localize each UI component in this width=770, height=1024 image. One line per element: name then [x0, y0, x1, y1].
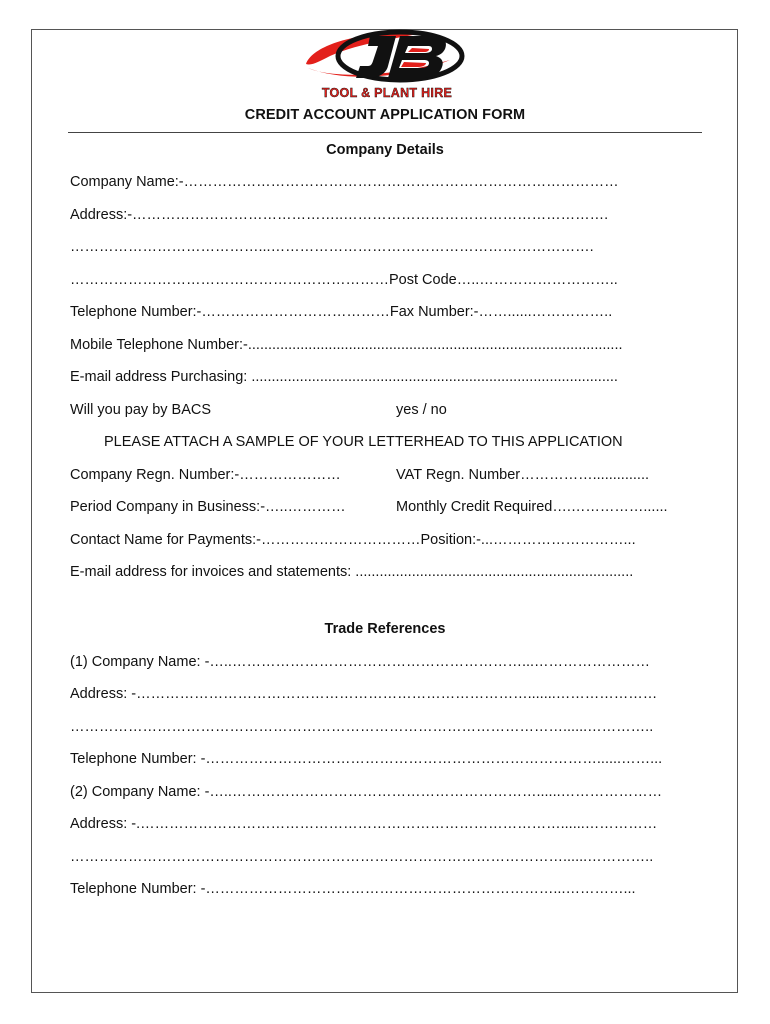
bacs-options[interactable]: yes / no [396, 402, 447, 418]
monthly-credit-field[interactable]: Monthly Credit Required….……………...... [396, 499, 668, 515]
title-divider [68, 132, 702, 133]
ref2-telephone-field[interactable]: Telephone Number: -………………………………………………………………...…………... [70, 881, 636, 897]
company-details-heading: Company Details [326, 142, 444, 158]
logo-tagline: TOOL & PLANT HIRE [321, 86, 453, 100]
company-name-field[interactable]: Company Name:-……………………………………………………………………………… [70, 174, 619, 190]
contact-payments-field[interactable]: Contact Name for Payments:-……………………………Position:-...………………………... [70, 532, 636, 548]
ref1-address-line-2[interactable]: …………………………………………………………………………………………......………….. [70, 719, 654, 735]
company-regn-field[interactable]: Company Regn. Number:-………………… [70, 467, 341, 483]
email-purchasing-field[interactable]: E-mail address Purchasing: ........................................................................................... [70, 369, 618, 385]
vat-regn-field[interactable]: VAT Regn. Number…………….............. [396, 467, 650, 483]
address-field[interactable]: Address:-……………………………………..………………………………………………. [70, 207, 609, 223]
ref1-company-field[interactable]: (1) Company Name: -…..……………………………………………………...…………………… [70, 654, 651, 670]
period-in-business-field[interactable]: Period Company in Business:-…..………… [70, 499, 346, 515]
bacs-question: Will you pay by BACS [70, 402, 212, 418]
address-postcode-line[interactable]: …………………………………………………………Post Code…..……………………….. [70, 272, 618, 288]
address-line-2[interactable]: …………………………………...…………………………………………………………. [70, 239, 594, 255]
form-title: CREDIT ACCOUNT APPLICATION FORM [244, 107, 526, 123]
mobile-telephone-field[interactable]: Mobile Telephone Number:-............................................................................................. [70, 337, 623, 353]
ref2-address-line-2[interactable]: …………………………………………………………………………………………......………….. [70, 849, 654, 865]
ref2-company-field[interactable]: (2) Company Name: -…..………………………………………………………......………………… [70, 784, 663, 800]
telephone-fax-line[interactable]: Telephone Number:-…………………………………Fax Number:-……......…………….. [70, 304, 613, 320]
trade-references-heading: Trade References [324, 621, 446, 637]
ref2-address-field[interactable]: Address: -.……………………………………………………………………………......…………… [70, 816, 658, 832]
email-invoices-field[interactable]: E-mail address for invoices and statements: ..................................................................... [70, 564, 634, 580]
ref1-telephone-field[interactable]: Telephone Number: -………………………………………………………………………......……... [70, 751, 663, 767]
ref1-address-field[interactable]: Address: -……………………………………………………………………….......………………… [70, 686, 658, 702]
letterhead-notice: PLEASE ATTACH A SAMPLE OF YOUR LETTERHEAD TO THIS APPLICATION [104, 434, 623, 450]
